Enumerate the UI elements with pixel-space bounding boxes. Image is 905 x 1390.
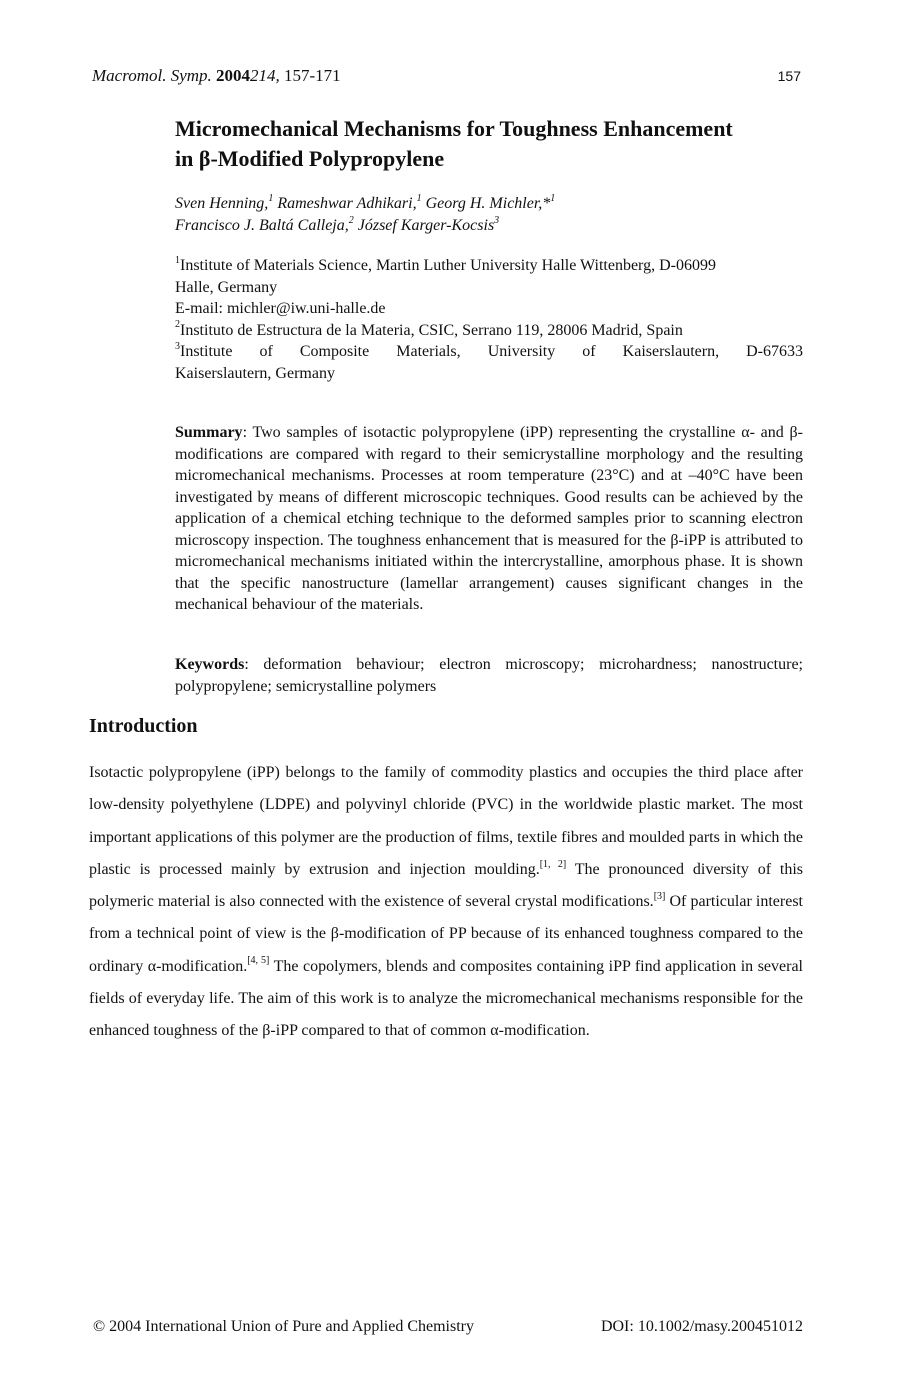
abstract-label: Summary xyxy=(175,424,243,441)
title-line-1: Micromechanical Mechanisms for Toughness Enhancement xyxy=(175,116,733,141)
author-name: Georg H. Michler,* xyxy=(421,195,551,212)
intro-text: Isotactic polypropylene (iPP) belongs to the family of commodity plastics and occupies the third place after low-density polyethylene (LDPE) and polyvinyl chloride (PVC) in the worldwide plastic market. The most important applications of this polymer are the production of films, textile fibres and moulded parts in which the plastic is processed mainly by extrusion and injection moulding. xyxy=(89,764,803,878)
section-heading: Introduction xyxy=(89,715,198,737)
doi[interactable]: DOI: 10.1002/masy.200451012 xyxy=(600,1318,803,1335)
affiliation-mark: 1 xyxy=(416,192,422,204)
journal-pages: 157-171 xyxy=(284,66,341,85)
affiliation-1: Institute of Materials Science, Martin Luther University Halle Wittenberg, D-06099 xyxy=(180,257,716,274)
keywords xyxy=(175,654,803,697)
affiliation-3-cont: Kaiserslautern, Germany xyxy=(175,364,335,382)
title-line-2: in β-Modified Polypropylene xyxy=(175,146,445,171)
keywords-label: Keywords xyxy=(175,656,245,673)
author-list xyxy=(175,193,805,237)
intro-text: The copolymers, blends and composites containing iPP find application in several fields of everyday life. The aim of this work is to analyze the micromechanical mechanisms responsible for the enhanced toughness of the β-iPP compared to that of common α-modification. xyxy=(89,957,804,1040)
affiliation-mark: 2 xyxy=(175,319,180,331)
paper-title xyxy=(175,114,805,174)
affiliation-mark: 1 xyxy=(550,192,556,204)
abstract-text: : Two samples of isotactic polypropylene (iPP) representing the crystalline α- and β- modifications are compared with regard to their semicrystalline morphology and the resulting micromechanical mechanisms. Processes at room temperature (23°C) and at –40°C have been investigated by means of different microscopic techniques. Good results can be achieved by the application of a chemical etching technique to the deformed samples prior to scanning electron microscopy inspection. The toughness enhancement that is measured for the β-iPP is attributed to micromechanical mechanisms initiated within the intercrystalline, amorphous phase. It is shown that the specific nanostructure (lamellar arrangement) causes significant changes in the mechanical behaviour of the materials. xyxy=(175,424,803,613)
affiliation-mark: 1 xyxy=(175,254,180,266)
author-name: Rameshwar Adhikari, xyxy=(273,195,417,212)
page-number: 157 xyxy=(777,68,801,84)
affiliation-mark: 3 xyxy=(175,340,180,352)
author-name: Francisco J. Baltá Calleja, xyxy=(175,217,349,234)
running-header xyxy=(92,66,341,86)
affiliation-1-cont: Halle, Germany xyxy=(175,278,278,296)
citation[interactable]: [1, 2] xyxy=(539,858,567,870)
journal-name: Macromol. Symp. xyxy=(92,66,212,85)
copyright-notice: © 2004 International Union of Pure and Applied Chemistry xyxy=(93,1318,474,1335)
author-name: Sven Henning, xyxy=(175,195,269,212)
affiliation-mark: 1 xyxy=(268,192,274,204)
citation[interactable]: [3] xyxy=(653,890,666,902)
introduction-paragraph xyxy=(89,757,803,1048)
affiliation-mark: 3 xyxy=(494,214,500,226)
intro-text: The pronounced diversity of this polymeric material is also connected with the existence of several crystal modifications. xyxy=(89,860,803,911)
journal-year: 2004 xyxy=(216,66,251,85)
affiliations xyxy=(175,255,803,384)
citation[interactable]: [4, 5] xyxy=(247,955,270,967)
affiliation-3: Institute of Composite Materials, University of Kaiserslautern, D-67633 xyxy=(180,343,803,360)
affiliation-mark: 2 xyxy=(348,214,354,226)
keywords-text: : deformation behaviour; electron microscopy; microhardness; nanostructure; polypropylene; semicrystalline polymers xyxy=(175,656,803,695)
abstract xyxy=(175,422,803,616)
affiliation-2: Instituto de Estructura de la Materia, CSIC, Serrano 119, 28006 Madrid, Spain xyxy=(180,321,683,339)
journal-volume: 214, xyxy=(250,66,280,85)
contact-email[interactable]: E-mail: michler@iw.uni-halle.de xyxy=(175,300,386,317)
author-name: József Karger-Kocsis xyxy=(353,217,495,234)
intro-text: Of particular interest from a technical point of view is the β-modification of PP because of its enhanced toughness compared to the ordinary α-modification. xyxy=(89,893,803,975)
